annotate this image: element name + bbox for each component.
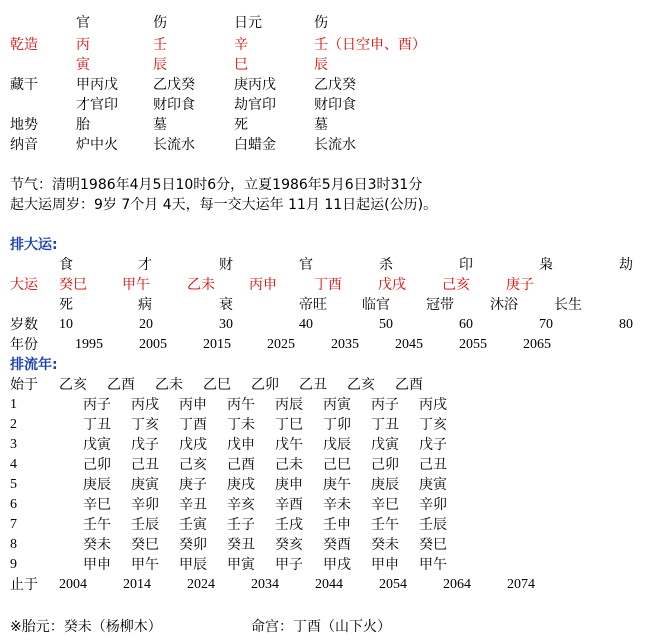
dayun-year: 1995 bbox=[75, 337, 103, 352]
dayun-pillar: 癸巳 bbox=[59, 277, 87, 293]
liunian-start: 乙酉 bbox=[395, 377, 423, 393]
liunian-cell: 己酉 bbox=[227, 457, 255, 473]
liunian-cell: 丁丑 bbox=[83, 417, 111, 433]
liunian-cell: 庚寅 bbox=[419, 477, 447, 493]
liunian-cell: 戊申 bbox=[227, 437, 255, 453]
dayun-state: 临官 bbox=[362, 297, 390, 313]
liunian-cell: 丁亥 bbox=[131, 417, 159, 433]
liunian-cell: 庚戌 bbox=[227, 477, 255, 493]
liunian-cell: 甲申 bbox=[371, 557, 399, 573]
liunian-row-number: 4 bbox=[10, 457, 17, 472]
day-stem: 辛 bbox=[234, 37, 248, 53]
qiyun-line: 起大运周岁：9岁 7个月 4天，每一交大运年 11月 11日起运(公历)。 bbox=[10, 197, 438, 213]
dayun-pillar: 乙未 bbox=[187, 277, 215, 293]
dayun-state: 冠带 bbox=[426, 297, 454, 313]
liunian-cell: 丁丑 bbox=[371, 417, 399, 433]
shishen-hour: 财印食 bbox=[314, 97, 356, 113]
liunian-cell: 己丑 bbox=[419, 457, 447, 473]
liunian-cell: 丙子 bbox=[371, 397, 399, 413]
liunian-start: 乙亥 bbox=[59, 377, 87, 393]
dayun-shishen: 枭 bbox=[539, 257, 553, 273]
liunian-cell: 辛卯 bbox=[419, 497, 447, 513]
liunian-cell: 丙申 bbox=[179, 397, 207, 413]
liunian-cell: 己亥 bbox=[179, 457, 207, 473]
dayun-pillar: 己亥 bbox=[442, 277, 470, 293]
dishi-year: 胎 bbox=[76, 117, 90, 133]
dayun-age: 50 bbox=[379, 317, 393, 332]
liunian-cell: 辛亥 bbox=[227, 497, 255, 513]
dayun-age: 40 bbox=[299, 317, 313, 332]
liunian-cell: 丁亥 bbox=[419, 417, 447, 433]
liunian-cell: 壬戌 bbox=[275, 517, 303, 533]
liunian-cell: 壬辰 bbox=[131, 517, 159, 533]
header-guan: 官 bbox=[76, 15, 90, 31]
liunian-row-number: 6 bbox=[10, 497, 17, 512]
dayun-age: 30 bbox=[219, 317, 233, 332]
dayun-year: 2035 bbox=[331, 337, 359, 352]
liunian-cell: 己卯 bbox=[371, 457, 399, 473]
liunian-cell: 甲午 bbox=[131, 557, 159, 573]
dayun-shishen: 财 bbox=[219, 257, 233, 273]
liunian-cell: 戊辰 bbox=[323, 437, 351, 453]
liunian-end: 2054 bbox=[379, 577, 407, 592]
dishi-label: 地势 bbox=[10, 117, 38, 133]
liunian-row-number: 7 bbox=[10, 517, 17, 532]
liunian-cell: 庚辰 bbox=[371, 477, 399, 493]
liunian-cell: 癸丑 bbox=[227, 537, 255, 553]
header-shang-month: 伤 bbox=[153, 15, 167, 31]
dayun-state: 死 bbox=[59, 297, 73, 313]
month-branch: 辰 bbox=[153, 57, 167, 73]
liunian-end: 2014 bbox=[123, 577, 151, 592]
liunian-row-number: 2 bbox=[10, 417, 17, 432]
liunian-cell: 癸未 bbox=[83, 537, 111, 553]
liunian-cell: 甲午 bbox=[419, 557, 447, 573]
liunian-cell: 辛酉 bbox=[275, 497, 303, 513]
dayun-state: 帝旺 bbox=[299, 297, 327, 313]
dayun-pillar: 丙申 bbox=[249, 277, 277, 293]
canggan-hour: 乙戊癸 bbox=[314, 77, 356, 93]
liunian-cell: 丁酉 bbox=[179, 417, 207, 433]
liunian-cell: 丙辰 bbox=[275, 397, 303, 413]
year-label: 年份 bbox=[10, 337, 38, 353]
liunian-cell: 丁未 bbox=[227, 417, 255, 433]
liunian-cell: 甲辰 bbox=[179, 557, 207, 573]
liunian-cell: 戊午 bbox=[275, 437, 303, 453]
dayun-state: 病 bbox=[138, 297, 152, 313]
dayun-year: 2005 bbox=[139, 337, 167, 352]
liunian-cell: 癸未 bbox=[371, 537, 399, 553]
liunian-start: 乙亥 bbox=[347, 377, 375, 393]
liunian-cell: 戊子 bbox=[419, 437, 447, 453]
liunian-cell: 庚申 bbox=[275, 477, 303, 493]
year-branch: 寅 bbox=[76, 57, 90, 73]
nayin-year: 炉中火 bbox=[76, 137, 118, 153]
liunian-end: 2064 bbox=[443, 577, 471, 592]
liunian-cell: 辛卯 bbox=[131, 497, 159, 513]
dayun-shishen: 官 bbox=[299, 257, 313, 273]
liunian-cell: 丙戌 bbox=[131, 397, 159, 413]
dayun-label: 大运 bbox=[10, 277, 38, 293]
liunian-cell: 辛巳 bbox=[83, 497, 111, 513]
liunian-start: 乙未 bbox=[155, 377, 183, 393]
liunian-cell: 癸卯 bbox=[179, 537, 207, 553]
dayun-shishen: 劫 bbox=[619, 257, 633, 273]
year-stem: 丙 bbox=[76, 37, 90, 53]
dayun-title: 排大运: bbox=[10, 237, 58, 253]
dishi-month: 墓 bbox=[153, 117, 167, 133]
dishi-day: 死 bbox=[234, 117, 248, 133]
dayun-shishen: 食 bbox=[59, 257, 73, 273]
liunian-cell: 辛丑 bbox=[179, 497, 207, 513]
liunian-cell: 丙午 bbox=[227, 397, 255, 413]
liunian-cell: 己未 bbox=[275, 457, 303, 473]
liunian-end: 2074 bbox=[507, 577, 535, 592]
start-label: 始于 bbox=[10, 377, 38, 393]
liunian-cell: 壬午 bbox=[371, 517, 399, 533]
dayun-year: 2025 bbox=[267, 337, 295, 352]
liunian-cell: 甲戌 bbox=[323, 557, 351, 573]
liunian-row-number: 9 bbox=[10, 557, 17, 572]
liunian-cell: 庚子 bbox=[179, 477, 207, 493]
liunian-cell: 甲寅 bbox=[227, 557, 255, 573]
liunian-end: 2034 bbox=[251, 577, 279, 592]
shishen-year: 才官印 bbox=[76, 97, 118, 113]
dayun-year: 2065 bbox=[523, 337, 551, 352]
liunian-cell: 甲子 bbox=[275, 557, 303, 573]
liunian-cell: 壬申 bbox=[323, 517, 351, 533]
dayun-age: 10 bbox=[59, 317, 73, 332]
liunian-cell: 辛巳 bbox=[371, 497, 399, 513]
liunian-cell: 壬辰 bbox=[419, 517, 447, 533]
dayun-state: 长生 bbox=[554, 297, 582, 313]
liunian-cell: 丁巳 bbox=[275, 417, 303, 433]
liunian-row-number: 8 bbox=[10, 537, 17, 552]
dayun-age: 60 bbox=[459, 317, 473, 332]
dayun-shishen: 印 bbox=[459, 257, 473, 273]
liunian-cell: 丁卯 bbox=[323, 417, 351, 433]
minggong: 命宫：丁酉（山下火） bbox=[251, 619, 391, 635]
liunian-cell: 壬子 bbox=[227, 517, 255, 533]
liunian-title: 排流年: bbox=[10, 357, 58, 373]
liunian-cell: 庚辰 bbox=[83, 477, 111, 493]
nayin-label: 纳音 bbox=[10, 137, 38, 153]
header-shang-hour: 伤 bbox=[314, 15, 328, 31]
canggan-day: 庚丙戊 bbox=[234, 77, 276, 93]
liunian-end: 2044 bbox=[315, 577, 343, 592]
liunian-cell: 己卯 bbox=[83, 457, 111, 473]
shishen-day: 劫官印 bbox=[234, 97, 276, 113]
dayun-year: 2015 bbox=[203, 337, 231, 352]
liunian-cell: 壬寅 bbox=[179, 517, 207, 533]
dayun-age: 80 bbox=[619, 317, 633, 332]
liunian-end: 2024 bbox=[187, 577, 215, 592]
dayun-pillar: 庚子 bbox=[506, 277, 534, 293]
liunian-cell: 戊寅 bbox=[83, 437, 111, 453]
liunian-row-number: 3 bbox=[10, 437, 17, 452]
nayin-hour: 长流水 bbox=[314, 137, 356, 153]
dayun-shishen: 才 bbox=[138, 257, 152, 273]
nayin-month: 长流水 bbox=[153, 137, 195, 153]
dayun-pillar: 戊戌 bbox=[378, 277, 406, 293]
end-label: 止于 bbox=[10, 577, 38, 593]
liunian-cell: 庚寅 bbox=[131, 477, 159, 493]
taiyuan: ※胎元：癸未（杨柳木） bbox=[10, 619, 162, 635]
liunian-cell: 癸巳 bbox=[419, 537, 447, 553]
dishi-hour: 墓 bbox=[314, 117, 328, 133]
liunian-start: 乙酉 bbox=[107, 377, 135, 393]
hour-stem: 壬（日空申、酉） bbox=[314, 37, 426, 53]
qianzao-label: 乾造 bbox=[10, 37, 38, 53]
canggan-label: 藏干 bbox=[10, 77, 38, 93]
liunian-cell: 癸巳 bbox=[131, 537, 159, 553]
liunian-cell: 庚午 bbox=[323, 477, 351, 493]
dayun-age: 70 bbox=[539, 317, 553, 332]
hour-branch: 辰 bbox=[314, 57, 328, 73]
dayun-pillar: 丁酉 bbox=[314, 277, 342, 293]
month-stem: 壬 bbox=[153, 37, 167, 53]
liunian-cell: 壬午 bbox=[83, 517, 111, 533]
liunian-cell: 戊子 bbox=[131, 437, 159, 453]
shishen-month: 财印食 bbox=[153, 97, 195, 113]
liunian-cell: 癸酉 bbox=[323, 537, 351, 553]
liunian-cell: 辛未 bbox=[323, 497, 351, 513]
liunian-cell: 丙戌 bbox=[419, 397, 447, 413]
canggan-year: 甲丙戊 bbox=[76, 77, 118, 93]
liunian-cell: 己丑 bbox=[131, 457, 159, 473]
liunian-cell: 戊戌 bbox=[179, 437, 207, 453]
dayun-year: 2045 bbox=[395, 337, 423, 352]
dayun-state: 衰 bbox=[219, 297, 233, 313]
liunian-row-number: 5 bbox=[10, 477, 17, 492]
liunian-cell: 癸亥 bbox=[275, 537, 303, 553]
liunian-cell: 戊寅 bbox=[371, 437, 399, 453]
day-branch: 巳 bbox=[234, 57, 248, 73]
age-label: 岁数 bbox=[10, 317, 38, 333]
liunian-start: 乙丑 bbox=[299, 377, 327, 393]
liunian-start: 乙卯 bbox=[251, 377, 279, 393]
liunian-cell: 丙寅 bbox=[323, 397, 351, 413]
canggan-month: 乙戊癸 bbox=[153, 77, 195, 93]
dayun-shishen: 杀 bbox=[379, 257, 393, 273]
liunian-row-number: 1 bbox=[10, 397, 17, 412]
liunian-cell: 甲申 bbox=[83, 557, 111, 573]
dayun-state: 沐浴 bbox=[490, 297, 518, 313]
nayin-day: 白蜡金 bbox=[234, 137, 276, 153]
dayun-age: 20 bbox=[139, 317, 153, 332]
liunian-end: 2004 bbox=[59, 577, 87, 592]
dayun-pillar: 甲午 bbox=[122, 277, 150, 293]
liunian-cell: 己巳 bbox=[323, 457, 351, 473]
liunian-start: 乙巳 bbox=[203, 377, 231, 393]
dayun-year: 2055 bbox=[459, 337, 487, 352]
jieqi-line: 节气：清明1986年4月5日10时6分，立夏1986年5月6日3时31分 bbox=[10, 177, 423, 193]
header-riyuan: 日元 bbox=[234, 15, 262, 31]
liunian-cell: 丙子 bbox=[83, 397, 111, 413]
